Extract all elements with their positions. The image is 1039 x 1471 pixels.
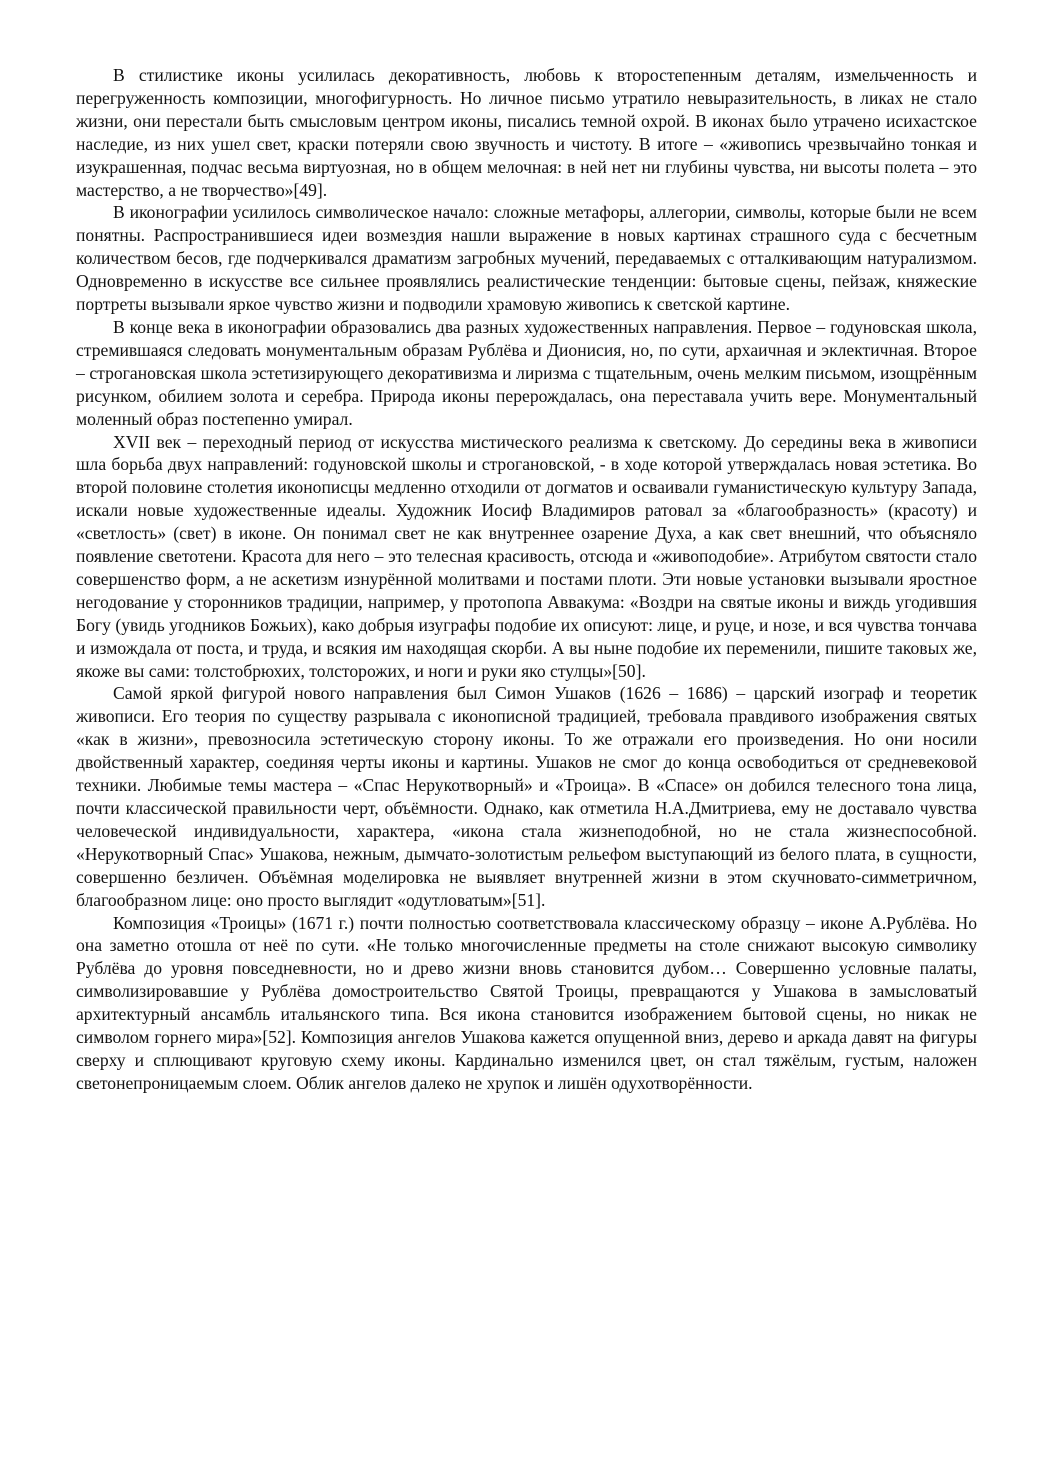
paragraph-2: В иконографии усилилось символическое начало: сложные метафоры, аллегории, символы, которые были не всем понятны. Распространившиеся идеи возмездия нашли выражение в новых картинах страшного суда с бесчетным количеством бесов, где подчеркивался драматизм загробных мучений, передаваемых с отталкивающим натурализмом. Одновременно в искусстве все сильнее проявлялись реалистические тенденции: бытовые сцены, пейзаж, княжеские портреты вызывали яркое чувство жизни и подводили храмовую живопись к светской картине.	[76, 202, 977, 315]
document-body	[76, 64, 977, 1095]
paragraph-1: В стилистике иконы усилилась декоративность, любовь к второстепенным деталям, измельченность и перегруженность композиции, многофигурность. Но личное письмо утратило невыразительность, в ликах не стало жизни, они перестали быть смысловым центром иконы, писались темной охрой. В иконах было утрачено исихастское наследие, из них ушел свет, краски потеряли свою звучность и чистоту. В итоге – «живопись чрезвычайно тонкая и изукрашенная, подчас весьма виртуозная, но в общем мелочная: в ней нет ни глубины чувства, ни высоты полета – это мастерство, а не творчество»[49].	[76, 65, 977, 200]
paragraph-5: Самой яркой фигурой нового направления был Симон Ушаков (1626 – 1686) – царский изограф и теоретик живописи. Его теория по существу разрывала с иконописной традицией, требовала правдивого изображения святых «как в жизни», превозносила эстетическую сторону иконы. То же отражали его произведения. Но они носили двойственный характер, соединяя черты иконы и картины. Ушаков не смог до конца освободиться от средневековой техники. Любимые темы мастера – «Спас Нерукотворный» и «Троица». В «Спасе» он добился телесного тона лица, почти классической правильности черт, объёмности. Однако, как отметила Н.А.Дмитриева, ему не доставало чувства человеческой индивидуальности, характера, «икона стала жизнеподобной, но не стала жизнеспособной. «Нерукотворный Спас» Ушакова, нежным, дымчато-золотистым рельефом выступающий из белого плата, в сущности, совершенно безличен. Объёмная моделировка не выявляет внутренней жизни в этом скучновато-симметричном, благообразном лице: оно просто выглядит «одутловатым»[51].	[76, 683, 977, 910]
paragraph-6: Композиция «Троицы» (1671 г.) почти полностью соответствовала классическому образцу – иконе А.Рублёва. Но она заметно отошла от неё по сути. «Не только многочисленные предметы на столе снижают высокую символику Рублёва до уровня повседневности, но и древо жизни вновь становится дубом… Совершенно условные палаты, символизировавшие у Рублёва домостроительство Святой Троицы, превращаются у Ушакова в замысловатый архитектурный ансамбль итальянского типа. Вся икона становится изображением бытовой сцены, но никак не символом горнего мира»[52]. Композиция ангелов Ушакова кажется опущенной вниз, дерево и аркада давят на фигуры сверху и сплющивают круговую схему иконы. Кардинально изменился цвет, он стал тяжёлым, густым, наложен светонепроницаемым слоем. Облик ангелов далеко не хрупок и лишён одухотворённости.	[76, 912, 977, 1093]
paragraph-4: XVII век – переходный период от искусства мистического реализма к светскому. До середины века в живописи шла борьба двух направлений: годуновской школы и строгановской, - в ходе которой утверждалась новая эстетика. Во второй половине столетия иконописцы медленно отходили от догматов и осваивали гуманистическую культуру Запада, искали новые художественные идеалы. Художник Иосиф Владимиров ратовал за «благообразность» (красоту) и «светлость» (свет) в иконе. Он понимал свет не как внутреннее озарение Духа, а как свет внешний, что объясняло появление светотени. Красота для него – это телесная красивость, отсюда и «живоподобие». Атрибутом святости стало совершенство форм, а не аскетизм изнурённой молитвами и постами плоти. Эти новые установки вызывали яростное негодование у сторонников традиции, например, у протопопа Аввакума: «Воздри на святые иконы и виждь угодившия Богу (увидь угодников Божьих), како добрыя изуграфы подобие их описуют: лице, и руце, и нозе, и вся чувства тончава и измождала от поста, и труда, и всякия им находящая скорби. А вы ныне подобие их переменили, пишите таковых же, якоже вы сами: толстобрюхих, толсторожих, и ноги и руки яко стулцы»[50].	[76, 431, 977, 681]
paragraph-3: В конце века в иконографии образовались два разных художественных направления. Первое – годуновская школа, стремившаяся следовать монументальным образам Рублёва и Дионисия, но, по сути, архаичная и эклектичная. Второе – строгановская школа эстетизирующего декоративизма и лиризма с тщательным, очень мелким письмом, изощрённым рисунком, обилием золота и серебра. Природа иконы перерождалась, она переставала учить вере. Монументальный моленный образ постепенно умирал.	[76, 316, 977, 429]
